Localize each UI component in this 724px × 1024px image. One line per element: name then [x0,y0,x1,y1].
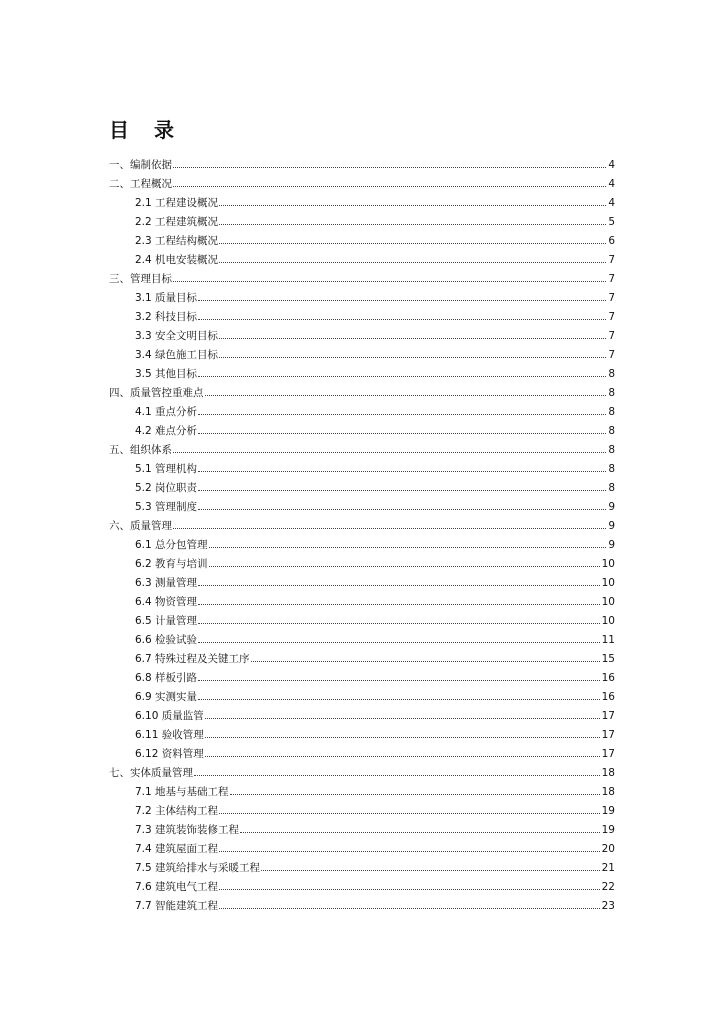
toc-entry-page-number: 7 [608,349,615,361]
toc-entry-label: 3.3 安全文明目标 [135,330,219,342]
toc-entry-label: 4.2 难点分析 [135,425,198,437]
toc-entry[interactable] [109,764,615,783]
toc-entry-label: 4.1 重点分析 [135,406,198,418]
dot-leader [219,908,600,909]
toc-entry-page-number: 7 [608,311,615,323]
dot-leader [205,737,600,738]
toc-entry-label: 6.10 质量监管 [135,710,204,722]
toc-entry-label: 六、质量管理 [109,520,172,532]
toc-entry[interactable] [109,403,615,422]
toc-entry-page-number: 10 [601,558,615,570]
toc-entry-label: 5.2 岗位职责 [135,482,198,494]
toc-entry[interactable] [109,878,615,897]
toc-entry-label: 3.2 科技目标 [135,311,198,323]
dot-leader [198,680,600,681]
toc-entry[interactable] [109,574,615,593]
toc-entry-page-number: 8 [608,387,615,399]
toc-entry-page-number: 5 [608,216,615,228]
toc-entry[interactable] [109,308,615,327]
toc-entry-label: 7.7 智能建筑工程 [135,900,219,912]
toc-list [109,156,615,916]
toc-entry-label: 7.5 建筑给排水与采暖工程 [135,862,261,874]
toc-entry-page-number: 6 [608,235,615,247]
toc-entry[interactable] [109,536,615,555]
dot-leader [198,319,606,320]
toc-entry[interactable] [109,289,615,308]
toc-entry[interactable] [109,175,615,194]
dot-leader [198,623,600,624]
toc-entry-page-number: 8 [608,463,615,475]
dot-leader [219,357,606,358]
toc-entry[interactable] [109,460,615,479]
toc-entry[interactable] [109,821,615,840]
toc-entry-label: 6.9 实测实量 [135,691,198,703]
dot-leader [198,699,600,700]
toc-entry-page-number: 10 [601,615,615,627]
dot-leader [251,661,600,662]
toc-entry[interactable] [109,251,615,270]
toc-entry-label: 7.4 建筑屋面工程 [135,843,219,855]
toc-entry-label: 3.1 质量目标 [135,292,198,304]
toc-entry-label: 2.3 工程结构概况 [135,235,219,247]
toc-entry-page-number: 11 [601,634,615,646]
dot-leader [261,870,600,871]
toc-entry[interactable] [109,479,615,498]
toc-entry[interactable] [109,650,615,669]
toc-entry-page-number: 16 [601,672,615,684]
toc-entry-page-number: 17 [601,710,615,722]
toc-entry[interactable] [109,327,615,346]
dot-leader [219,205,606,206]
dot-leader [205,756,600,757]
dot-leader [194,775,600,776]
toc-entry-page-number: 19 [601,824,615,836]
toc-entry-page-number: 21 [601,862,615,874]
toc-entry-page-number: 7 [608,254,615,266]
toc-entry-label: 2.1 工程建设概况 [135,197,219,209]
toc-entry[interactable] [109,631,615,650]
toc-entry-label: 6.11 验收管理 [135,729,204,741]
dot-leader [198,433,606,434]
dot-leader [173,281,606,282]
toc-title: 目 录 [109,118,183,142]
dot-leader [198,414,606,415]
toc-entry[interactable] [109,840,615,859]
dot-leader [173,167,606,168]
toc-entry-label: 7.3 建筑装饰装修工程 [135,824,240,836]
toc-entry[interactable] [109,859,615,878]
toc-entry-page-number: 17 [601,729,615,741]
dot-leader [209,566,600,567]
toc-entry-page-number: 4 [608,178,615,190]
toc-entry-page-number: 8 [608,368,615,380]
toc-entry-label: 7.1 地基与基础工程 [135,786,229,798]
dot-leader [219,851,600,852]
toc-entry-label: 四、质量管控重难点 [109,387,204,399]
toc-entry[interactable] [109,156,615,175]
dot-leader [173,452,606,453]
toc-entry[interactable] [109,232,615,251]
dot-leader [219,224,606,225]
toc-entry-label: 6.6 检验试验 [135,634,198,646]
dot-leader [198,376,606,377]
toc-entry-label: 2.4 机电安装概况 [135,254,219,266]
dot-leader [240,832,600,833]
toc-entry[interactable] [109,270,615,289]
dot-leader [198,604,600,605]
toc-entry-label: 5.3 管理制度 [135,501,198,513]
toc-entry-label: 五、组织体系 [109,444,172,456]
dot-leader [209,547,607,548]
toc-entry-page-number: 19 [601,805,615,817]
toc-entry-label: 6.2 教育与培训 [135,558,208,570]
toc-entry-label: 6.8 样板引路 [135,672,198,684]
toc-entry-page-number: 10 [601,596,615,608]
toc-entry-label: 三、管理目标 [109,273,172,285]
toc-entry-page-number: 18 [601,767,615,779]
toc-entry[interactable] [109,555,615,574]
dot-leader [198,509,606,510]
dot-leader [173,186,606,187]
toc-entry-label: 二、工程概况 [109,178,172,190]
toc-entry[interactable] [109,688,615,707]
toc-entry[interactable] [109,441,615,460]
toc-entry-label: 6.5 计量管理 [135,615,198,627]
toc-entry[interactable] [109,517,615,536]
toc-entry-page-number: 9 [608,539,615,551]
toc-entry[interactable] [109,669,615,688]
toc-entry-label: 7.6 建筑电气工程 [135,881,219,893]
toc-entry-label: 6.3 测量管理 [135,577,198,589]
toc-entry[interactable] [109,783,615,802]
toc-entry[interactable] [109,498,615,517]
toc-entry-page-number: 10 [601,577,615,589]
dot-leader [205,718,600,719]
toc-entry-label: 3.5 其他目标 [135,368,198,380]
toc-entry-page-number: 9 [608,520,615,532]
toc-entry-page-number: 8 [608,444,615,456]
toc-entry-page-number: 7 [608,292,615,304]
toc-entry-page-number: 7 [608,273,615,285]
toc-entry[interactable] [109,726,615,745]
toc-entry-page-number: 8 [608,482,615,494]
toc-entry[interactable] [109,897,615,916]
dot-leader [219,243,606,244]
toc-entry-page-number: 7 [608,330,615,342]
toc-entry[interactable] [109,593,615,612]
toc-entry-label: 七、实体质量管理 [109,767,193,779]
dot-leader [219,338,606,339]
toc-entry[interactable] [109,802,615,821]
toc-entry-label: 7.2 主体结构工程 [135,805,219,817]
toc-entry-label: 6.7 特殊过程及关键工序 [135,653,250,665]
toc-entry[interactable] [109,194,615,213]
dot-leader [198,585,600,586]
toc-entry-page-number: 23 [601,900,615,912]
toc-entry-page-number: 20 [601,843,615,855]
dot-leader [198,490,606,491]
toc-entry-label: 6.12 资料管理 [135,748,204,760]
dot-leader [198,300,606,301]
toc-entry[interactable] [109,346,615,365]
toc-entry-page-number: 18 [601,786,615,798]
toc-entry-page-number: 22 [601,881,615,893]
toc-entry-page-number: 17 [601,748,615,760]
toc-entry-label: 3.4 绿色施工目标 [135,349,219,361]
toc-entry-page-number: 8 [608,425,615,437]
toc-entry[interactable] [109,213,615,232]
toc-entry[interactable] [109,707,615,726]
dot-leader [198,471,606,472]
dot-leader [219,889,600,890]
toc-entry-page-number: 15 [601,653,615,665]
toc-entry-page-number: 4 [608,159,615,171]
dot-leader [219,813,600,814]
toc-entry-label: 6.4 物资管理 [135,596,198,608]
toc-entry[interactable] [109,612,615,631]
toc-entry-label: 5.1 管理机构 [135,463,198,475]
toc-entry[interactable] [109,365,615,384]
toc-entry[interactable] [109,384,615,403]
toc-entry-label: 一、编制依据 [109,159,172,171]
dot-leader [219,262,606,263]
toc-entry-label: 2.2 工程建筑概况 [135,216,219,228]
toc-entry[interactable] [109,745,615,764]
toc-entry-page-number: 16 [601,691,615,703]
dot-leader [230,794,600,795]
toc-entry-page-number: 8 [608,406,615,418]
toc-entry-page-number: 9 [608,501,615,513]
toc-entry-label: 6.1 总分包管理 [135,539,208,551]
dot-leader [173,528,606,529]
toc-entry[interactable] [109,422,615,441]
toc-entry-page-number: 4 [608,197,615,209]
dot-leader [205,395,607,396]
dot-leader [198,642,600,643]
